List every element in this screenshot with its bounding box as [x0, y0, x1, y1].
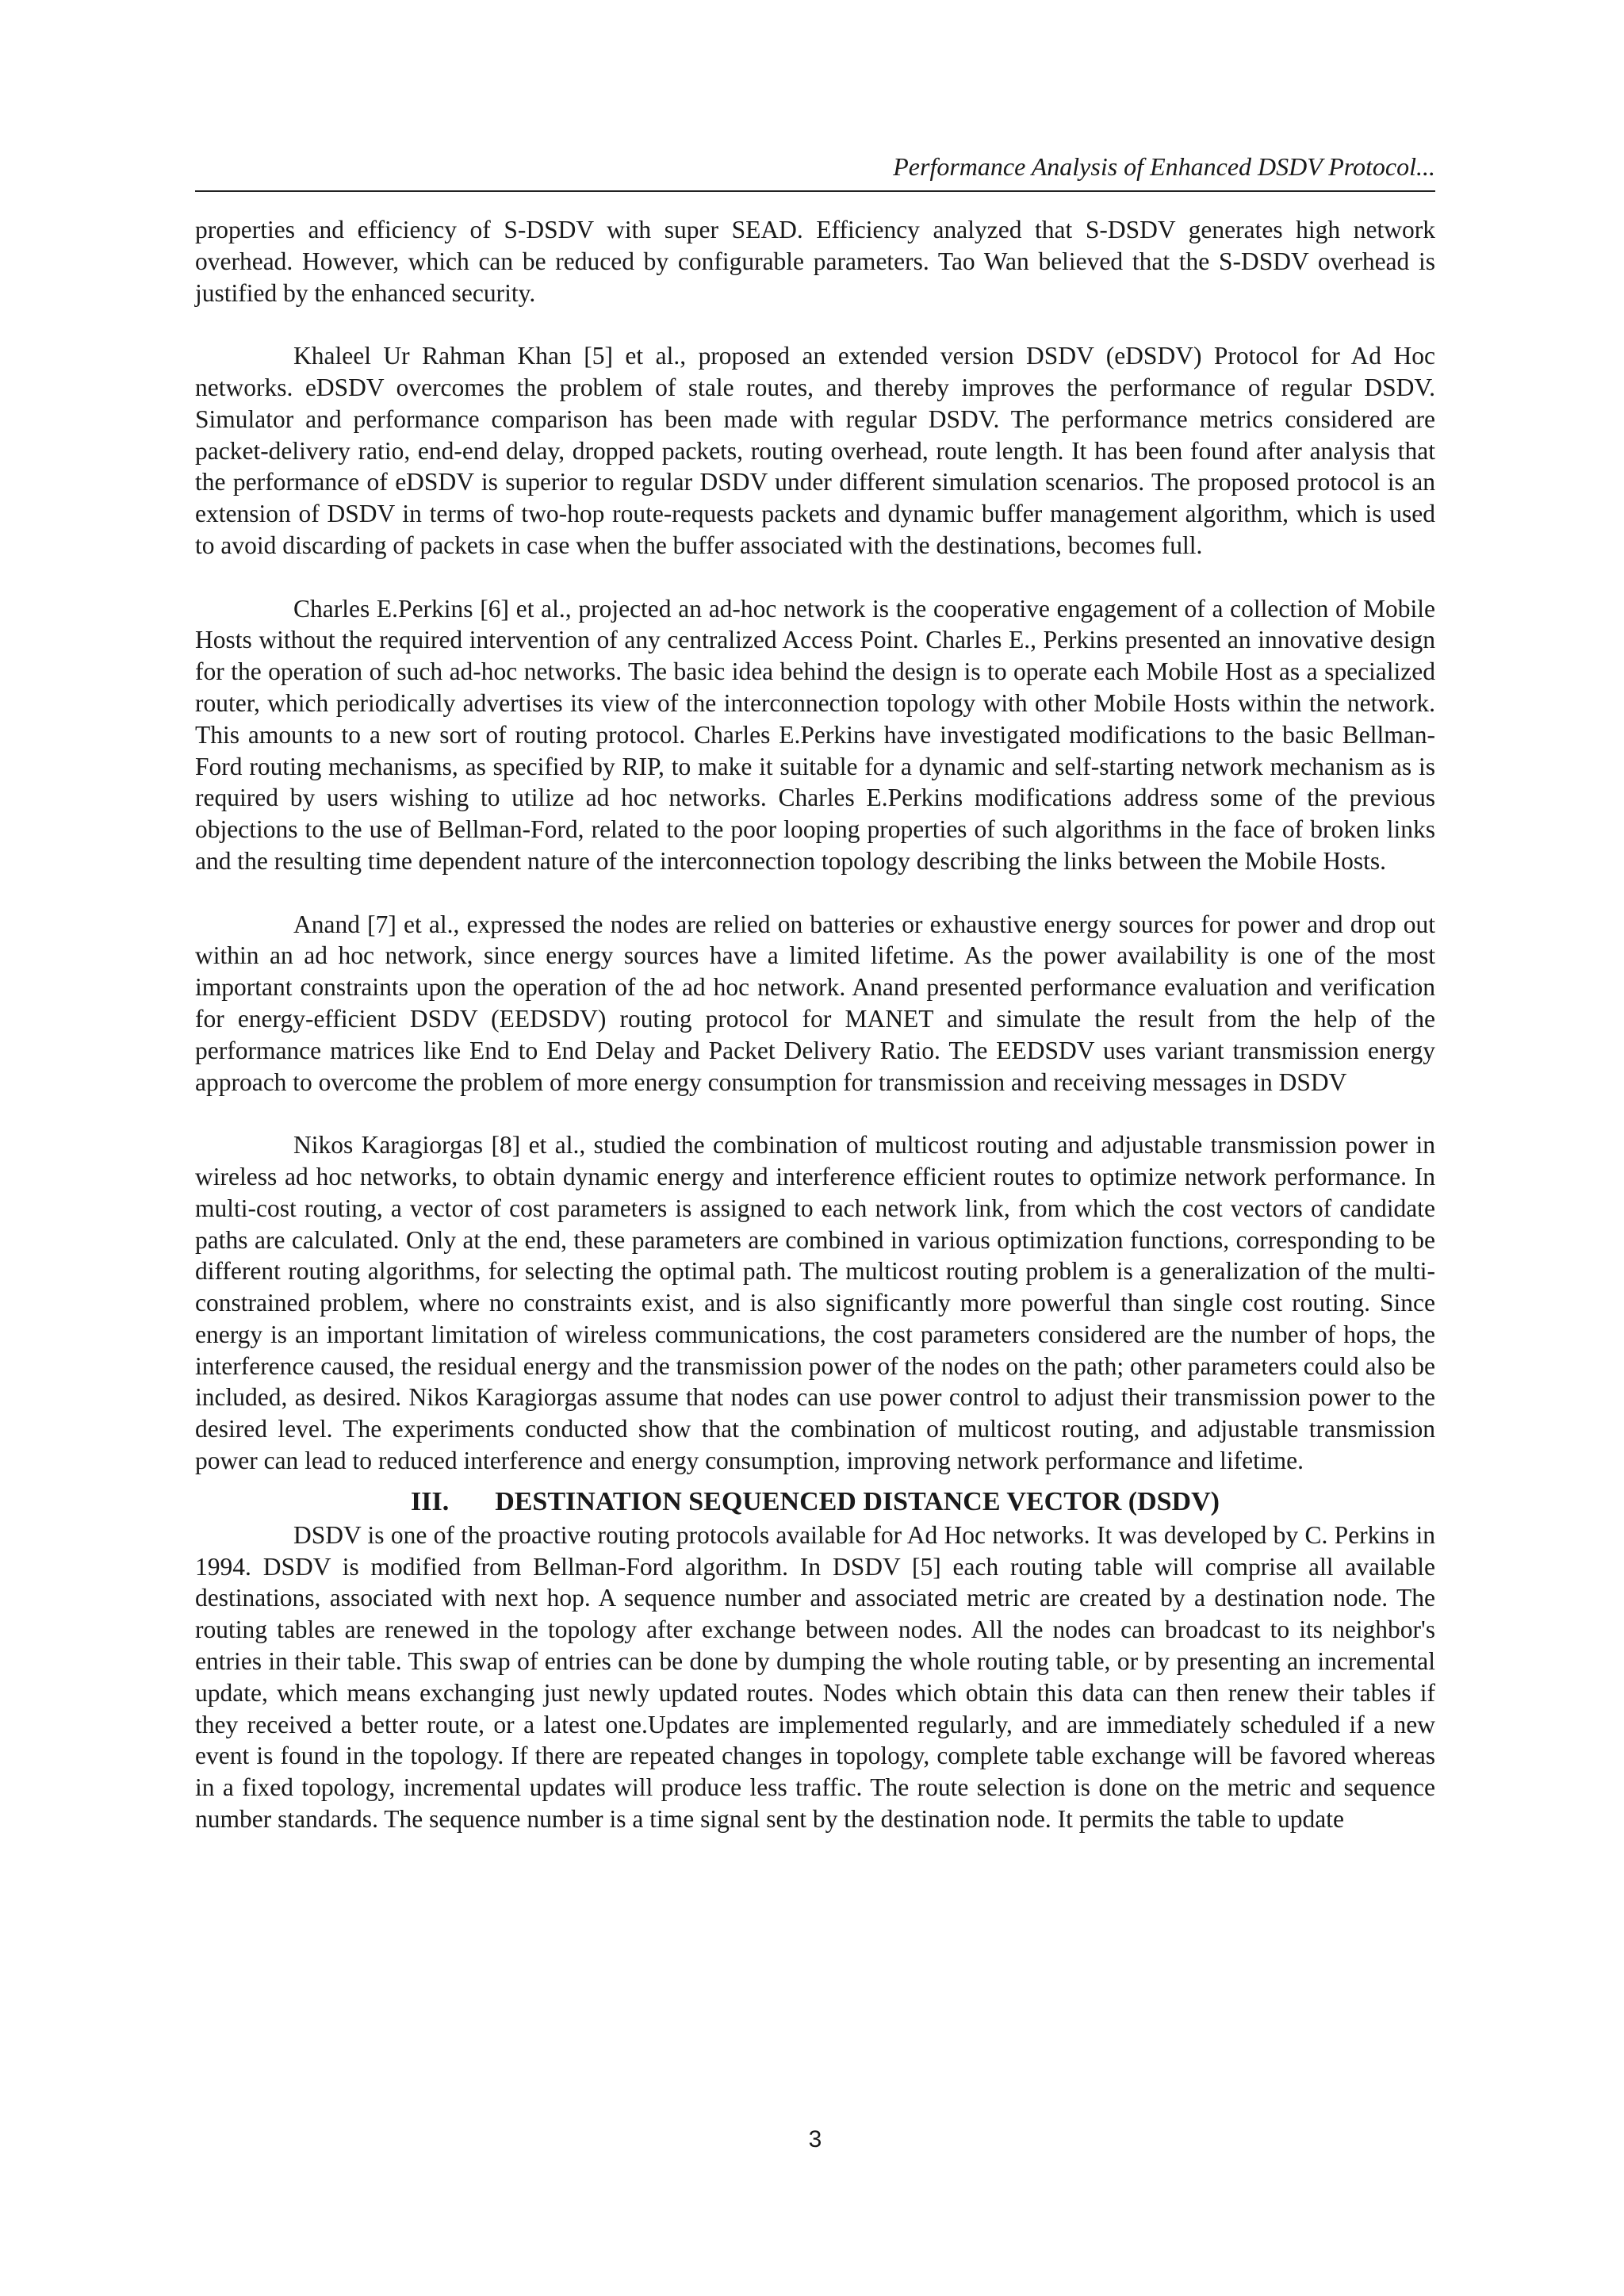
running-head: Performance Analysis of Enhanced DSDV Protocol...: [893, 152, 1435, 181]
section-heading: [195, 1485, 1435, 1520]
header-rule: [195, 190, 1435, 192]
section-title: DESTINATION SEQUENCED DISTANCE VECTOR (DSDV): [495, 1486, 1220, 1516]
paragraph-s-dsdv-continued: properties and efficiency of S-DSDV with super SEAD. Efficiency analyzed that S-DSDV generates high network overhead. However, which can be reduced by configurable parameters. Tao Wan believed that the S-DSDV overhead is justified by the enhanced security.: [195, 216, 1435, 307]
paragraph-perkins: Charles E.Perkins [6] et al., projected an ad-hoc network is the cooperative engagement of a collection of Mobile Hosts without the required intervention of any centralized Access Point. Charles E., Perkins presented an innovative design for the operation of such ad-hoc networks. The basic idea behind the design is to operate each Mobile Host as a specialized router, which periodically advertises its view of the interconnection topology with other Mobile Hosts within the network. This amounts to a new sort of routing protocol. Charles E.Perkins have investigated modifications to the basic Bellman-Ford routing mechanisms, as specified by RIP, to make it suitable for a dynamic and self-starting network mechanism as is required by users wishing to utilize ad hoc networks. Charles E.Perkins modifications address some of the previous objections to the use of Bellman-Ford, related to the poor looping properties of such algorithms in the face of broken links and the resulting time dependent nature of the interconnection topology describing the links between the Mobile Hosts.: [195, 594, 1435, 875]
section-number: III.: [411, 1486, 450, 1516]
page-number: 3: [808, 2126, 822, 2152]
paragraph-dsdv-description: DSDV is one of the proactive routing protocols available for Ad Hoc networks. It was developed by C. Perkins in 1994. DSDV is modified from Bellman-Ford algorithm. In DSDV [5] each routing table will comprise all available destinations, associated with next hop. A sequence number and associated metric are created by a destination node. The routing tables are renewed in the topology after exchange between nodes. All the nodes can broadcast to its neighbor's entries in their table. This swap of entries can be done by dumping the whole routing table, or by presenting an incremental update, which means exchanging just newly updated routes. Nodes which obtain this data can then renew their tables if they received a better route, or a latest one.Updates are implemented regularly, and are immediately scheduled if a new event is found in the topology. If there are repeated changes in topology, complete table exchange will be favored whereas in a fixed topology, incremental updates will produce less traffic. The route selection is done on the metric and sequence number standards. The sequence number is a time signal sent by the destination node. It permits the table to update: [195, 1520, 1435, 1834]
paragraph-anand-eedsdv: Anand [7] et al., expressed the nodes are relied on batteries or exhaustive energy sources for power and drop out within an ad hoc network, since energy sources have a limited lifetime. As the power availability is one of the most important constraints upon the operation of the ad hoc network. Anand presented performance evaluation and verification for energy-efficient DSDV (EEDSDV) routing protocol for MANET and simulate the result from the help of the performance matrices like End to End Delay and Packet Delivery Ratio. The EEDSDV uses variant transmission energy approach to overcome the problem of more energy consumption for transmission and receiving messages in DSDV: [195, 910, 1435, 1096]
paragraph-karagiorgas-multicost: Nikos Karagiorgas [8] et al., studied the combination of multicost routing and adjustable transmission power in wireless ad hoc networks, to obtain dynamic energy and interference efficient routes to optimize network performance. In multi-cost routing, a vector of cost parameters is assigned to each network link, from which the cost vectors of candidate paths are calculated. Only at the end, these parameters are combined in various optimization functions, corresponding to be different routing algorithms, for selecting the optimal path. The multicost routing problem is a generalization of the multi-constrained problem, where no constraints exist, and is also significantly more powerful than single cost routing. Since energy is an important limitation of wireless communications, the cost parameters considered are the number of hops, the interference caused, the residual energy and the transmission power of the nodes on the path; other parameters could also be included, as desired. Nikos Karagiorgas assume that nodes can use power control to adjust their transmission power to the desired level. The experiments conducted show that the combination of multicost routing, and adjustable transmission power can lead to reduced interference and energy consumption, improving network performance and lifetime.: [195, 1131, 1435, 1475]
body-text: [195, 214, 1435, 1835]
paragraph-khan-edsdv: Khaleel Ur Rahman Khan [5] et al., proposed an extended version DSDV (eDSDV) Protocol for Ad Hoc networks. eDSDV overcomes the problem of stale routes, and thereby improves the performance of regular DSDV. Simulator and performance comparison has been made with regular DSDV. The performance metrics considered are packet-delivery ratio, end-end delay, dropped packets, routing overhead, route length. It has been found after analysis that the performance of eDSDV is superior to regular DSDV under different simulation scenarios. The proposed protocol is an extension of DSDV in terms of two-hop route-requests packets and dynamic buffer management algorithm, which is used to avoid discarding of packets in case when the buffer associated with the destinations, becomes full.: [195, 342, 1435, 559]
page: [195, 0, 1435, 2296]
